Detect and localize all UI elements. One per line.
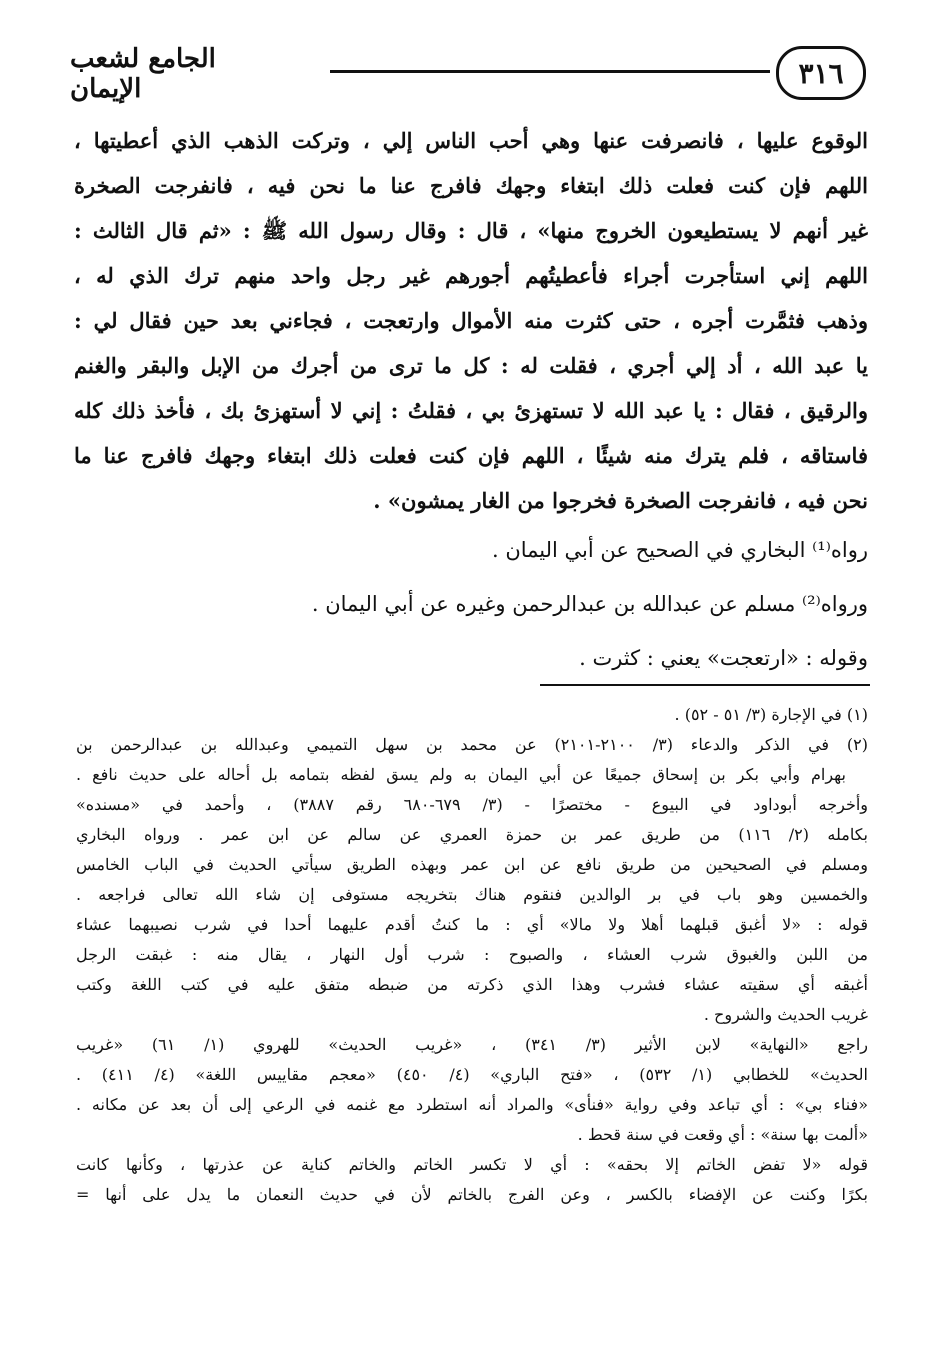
text-line: فاستاقه ، فلم يترك منه شيئًا ، اللهم فإن كنت فعلت ذلك ابتغاء وجهك فافرج عنا ما <box>74 443 868 468</box>
header-rule <box>330 70 770 73</box>
footnote-line: أغبقه أي سقيته عشاء فشرب وهذا الذي ذكرته من ضبطه متفق عليه في كتب اللغة وكتب <box>76 975 868 994</box>
text-line: اللهم فإن كنت فعلت ذلك ابتغاء وجهك فافرج عنا ما نحن فيه ، فانفرجت الصخرة <box>74 173 868 198</box>
footnote-line: بكرًا وكنت عن الإفضاء بالكسر ، وعن الفرج بالخاتم لأن في حديث النعمان ما يدل على أنها = <box>76 1185 868 1204</box>
page-number: ٣١٦ <box>776 46 866 100</box>
text-line: الوقوع عليها ، فانصرفت عنها وهي أحب الناس إلي ، وتركت الذهب الذي أعطيتها ، <box>74 128 868 153</box>
footnote-line: الحديث» للخطابي (١/ ٥٣٢) ، «فتح الباري» (٤/ ٤٥٠) «معجم مقاييس اللغة» (٤/ ٤١١) . <box>76 1065 868 1084</box>
footnote-line: بهرام وأبي بكر بن إسحاق جميعًا عن أبي اليمان به ولم يسق لفظه بتمامه بل أحاله على حديث نافع . <box>76 765 846 784</box>
footnote-line: ومسلم في الصحيحين من طريق نافع عن ابن عمر وبهذه الطريق سيأتي الحديث في الباب الخامس <box>76 855 868 874</box>
riwaya-muslim: ورواه⁽²⁾ مسلم عن عبدالله بن عبدالرحمن وغيره عن أبي اليمان . <box>311 592 868 616</box>
footnote-line: قوله : «لا أغبق قبلهما أهلا ولا مالا» أي : ما كنتُ أقدم عليهما أحدا في شرب نصيبهما عشاء <box>76 915 868 934</box>
footnote-line: قوله «لا تفض الخاتم إلا بحقه» : أي لا تكسر الخاتم والخاتم كناية عن عذرتها ، وكأنها كانت <box>76 1155 868 1174</box>
text-line: اللهم إني استأجرت أجراء فأعطيتُهم أجورهم غير رجل واحد منهم ترك الذي له ، <box>74 263 868 288</box>
footnote-line: راجع «النهاية» لابن الأثير (٣/ ٣٤١) ، «غريب الحديث» للهروي (١/ ٦١) «غريب <box>76 1035 868 1054</box>
footnote-line: بكامله (٢/ ١١٦) من طريق عمر بن حمزة العمري عن سالم عن ابن عمر . ورواه البخاري <box>76 825 868 844</box>
footnote-line: «فناء بي» : أي تباعد وفي رواية «فنأى» والمراد أنه استطرد مع غنمه في الرعي إلى أن بعد عن مكانه . <box>76 1095 868 1114</box>
running-title: الجامع لشعب الإيمان <box>70 44 216 104</box>
footnotes <box>76 700 868 1210</box>
riwaya-bukhari: رواه⁽¹⁾ البخاري في الصحيح عن أبي اليمان . <box>491 538 868 562</box>
text-line: نحن فيه ، فانفرجت الصخرة فخرجوا من الغار يمشون» . <box>373 488 868 513</box>
main-text <box>74 118 868 685</box>
footnote-line: من اللبن والغبوق شرب العشاء ، والصبوح : شرب أول النهار ، يقال منه : غبقت الرجل <box>76 945 868 964</box>
footnote-line: غريب الحديث والشروح . <box>703 1005 868 1024</box>
footnote-2: (٢) في الذكر والدعاء (٣/ ٢١٠٠-٢١٠١) عن محمد بن سهل التميمي وعبدالله بن عبدالرحمن بن <box>76 735 868 754</box>
page-header <box>70 40 866 106</box>
text-line: والرقيق ، فقال : يا عبد الله لا تستهزئ بي ، فقلتُ : إني لا أستهزئ بك ، فأخذ ذلك كله <box>74 398 868 423</box>
footnote-separator <box>540 684 870 686</box>
text-line: وذهب فثمَّرت أجره ، حتى كثرت منه الأموال وارتعجت ، فجاءني بعد حين فقال لي : <box>74 308 868 333</box>
text-line: يا عبد الله ، أد إلي أجري ، فقلت له : كل ما ترى من أجرك من الإبل والبقر والغنم <box>74 353 868 378</box>
footnote-1: (١) في الإجارة (٣/ ٥١ - ٥٢) . <box>674 705 868 724</box>
footnote-line: «ألمت بها سنة» : أي وقعت في سنة قحط . <box>577 1125 868 1144</box>
word-gloss: وقوله : «ارتعجت» يعني : كثرت . <box>579 646 868 670</box>
footnote-line: وأخرجه أبوداود في البيوع - مختصرًا - (٣/ ٦٧٩-٦٨٠ رقم ٣٨٨٧) ، وأحمد في «مسنده» <box>76 795 868 814</box>
text-line: غير أنهم لا يستطيعون الخروج منها» ، قال : وقال رسول الله ﷺ : «ثم قال الثالث : <box>74 218 868 243</box>
footnote-line: والخمسين وهو باب في بر الوالدين فنقوم هناك بتخريجه مستوفى إن شاء الله تعالى فراجعه . <box>76 885 868 904</box>
